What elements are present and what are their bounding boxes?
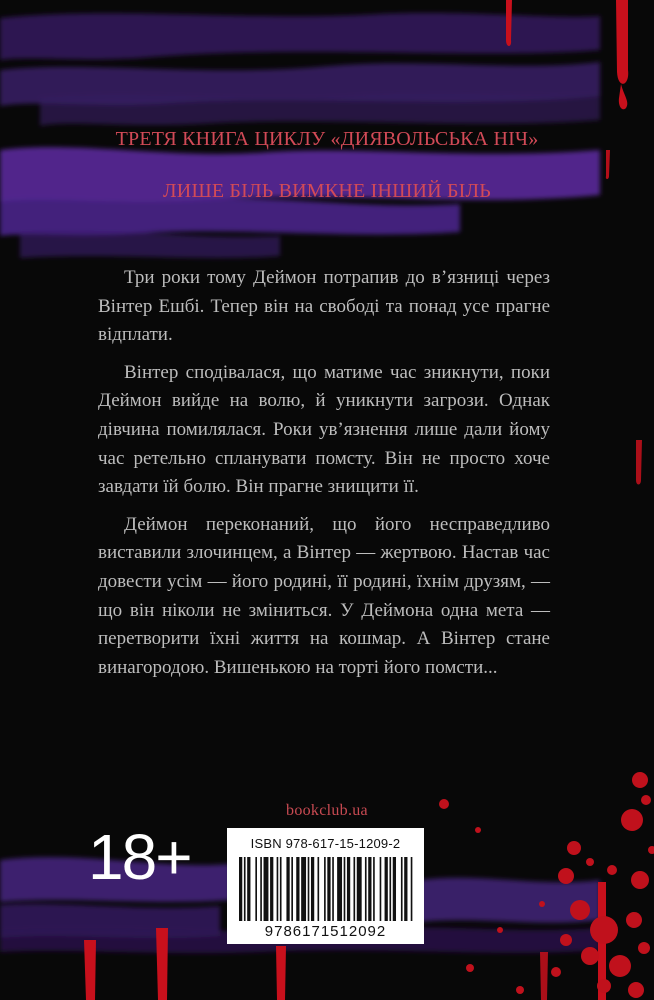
blurb-paragraph-1: Три роки тому Деймон потрапив до в’язниці через Вінтер Ешбі. Тепер він на свободі та понад усе прагне відплати.: [98, 267, 550, 346]
tagline-heading: ЛИШЕ БІЛЬ ВИМКНЕ ІНШИЙ БІЛЬ: [163, 180, 491, 202]
series-heading: ТРЕТЯ КНИГА ЦИКЛУ «ДИЯВОЛЬСЬКА НІЧ»: [115, 128, 539, 150]
age-rating: 18+: [88, 821, 191, 893]
ean-number: 9786171512092: [264, 923, 387, 940]
blurb: [98, 264, 550, 691]
barcode-label: [227, 828, 424, 944]
blurb-paragraph-3: Деймон переконаний, що його несправедливо виставили злочинцем, а Вінтер — жертвою. Настав час довести усім — його родині, її родині, їхнім друзям, — що він ніколи не зміниться. У Деймона одна мета — перетворити їхні життя на кошмар. А Вінтер стане винагородою. Вишенькою на торті його помсти...: [98, 513, 550, 678]
isbn-text: ISBN 978-617-15-1209-2: [250, 836, 401, 851]
barcode-icon: [239, 857, 414, 921]
publisher-website: bookclub.ua: [286, 802, 368, 819]
blurb-paragraph-2: Вінтер сподівалася, що матиме час зникнути, поки Деймон вийде на волю, й уникнути загрози. Однак дівчина помилялася. Роки ув’язнення лише дали йому час ретельно спланувати помсту. Він не просто хоче завдати їй болю. Він прагне знищити її.: [98, 361, 550, 498]
